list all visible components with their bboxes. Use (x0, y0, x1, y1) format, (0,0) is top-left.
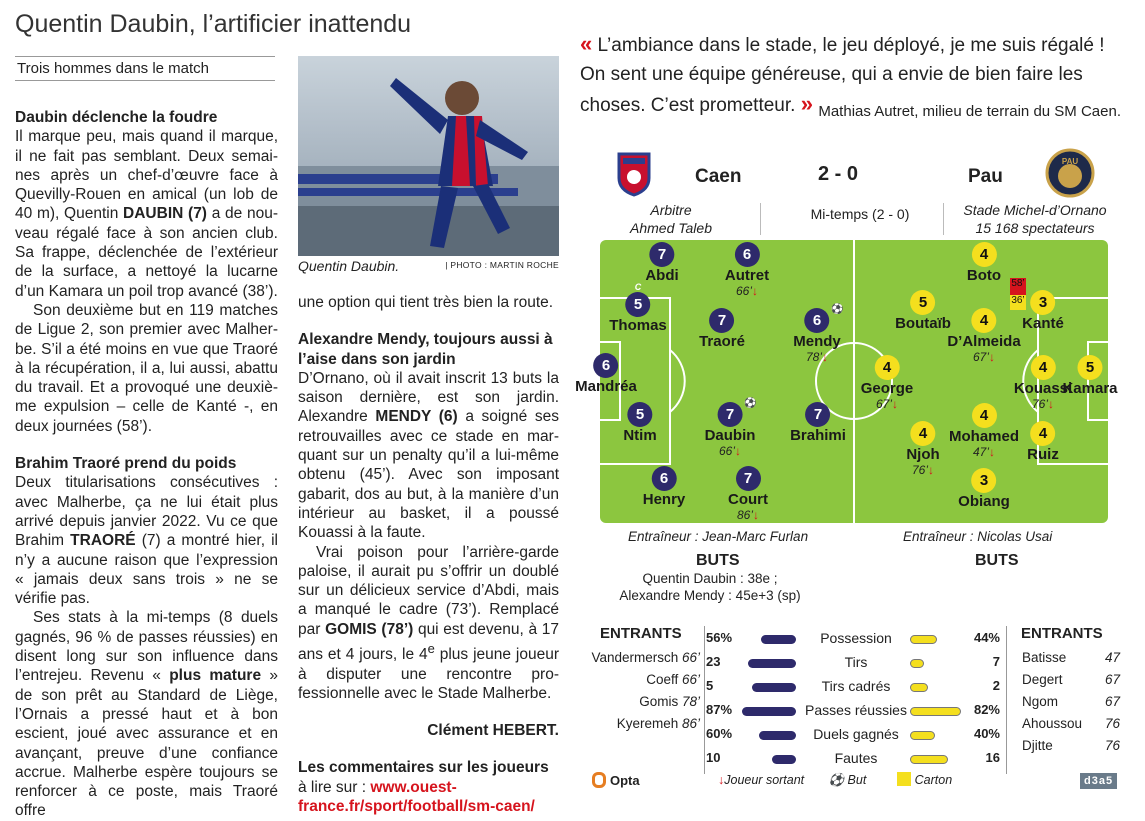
article-column-1 (15, 108, 278, 821)
stat-label: Tirs cadrés (821, 678, 891, 694)
arrow-down-icon: ↓ (718, 773, 725, 787)
player-name: D’Almeida (947, 333, 1021, 350)
player-name: Henry (642, 491, 686, 508)
player-name: Ruiz (1027, 446, 1059, 463)
home-stat-value: 56% (706, 630, 733, 645)
away-stat-value: 44% (973, 630, 1000, 645)
photo-credit: | PHOTO : MARTIN ROCHE (445, 260, 559, 270)
quote-author: Mathias Autret, milieu de terrain du SM Caen. (818, 103, 1121, 120)
stat-label: Possession (820, 630, 892, 646)
player-name: Obiang (958, 493, 1010, 510)
quote-text: L’ambiance dans le stade, le jeu déployé, je me suis régalé ! On sent une équipe généreuse, qui a envie de bien faire les choses. C’est prometteur. (580, 35, 1105, 116)
opta-icon (592, 772, 606, 788)
caen-player (643, 466, 686, 508)
away-sub: Batisse 47 (1022, 650, 1120, 665)
home-stat-value: 5 (706, 678, 714, 693)
player-name: Mendy (793, 333, 841, 350)
stadium-info: Stade Michel-d’Ornano 15 168 spectateurs (963, 202, 1107, 236)
paragraph: Ses stats à la mi-temps (8 duels gagnés, 96 % de passes réussies) en disent long sur son influence dans l’entrejeu. Revenu « plus mature » de son prêt au Standard de Liège, l’Ornais a pressé haut et à bon escient, joué avec assurance et en avançant, preuve d’une confiance accrue. Malherbe espère toujours se renforcer à ce poste, mais Traoré offre (15, 609, 279, 820)
player-name: Abdi (645, 267, 679, 284)
substitution-minute: 76’↓ (911, 463, 935, 477)
arrow-down-icon: ↓ (752, 284, 759, 298)
substitution-minute: 78’↓ (805, 350, 829, 364)
home-coach: Entraîneur : Jean-Marc Furlan (628, 529, 809, 544)
arrow-down-icon: ↓ (989, 350, 996, 364)
pau-player (967, 242, 1001, 284)
quote-close-mark: » (800, 91, 813, 116)
pau-player (861, 355, 914, 411)
caen-player (699, 308, 745, 350)
home-stat-value: 23 (706, 654, 721, 669)
home-sub: Kyeremeh 86’ (616, 716, 700, 731)
home-goals: Quentin Daubin : 38e ; Alexandre Mendy : 45e+3 (sp) (619, 571, 801, 603)
caen-player (575, 353, 637, 395)
paragraph: D’Ornano, où il avait inscrit 13 buts la saison dernière, est son jardin. Alexandre MENDY (6) a soigné ses retrouvailles avec ce stade en marquant sur un penalty qu’il a lui-même obtenu (45’). Avec son imposant gabarit, dos au but, à la manière d’un intérieur au basket, il a poussé Kouassi à la faute. (298, 369, 559, 542)
player-rating: 4 (972, 242, 997, 267)
player-rating: 7 (649, 242, 674, 267)
headline: Quentin Daubin, l’artificier inattendu (15, 10, 412, 38)
divider (760, 203, 761, 235)
home-sub: Coeff 66’ (646, 672, 700, 687)
divider (943, 203, 944, 235)
player-rating: 4 (874, 355, 899, 380)
player-rating: 3 (971, 468, 996, 493)
player-name: Boto (966, 267, 1002, 284)
ball-icon: ⚽ (828, 773, 845, 787)
player-rating: 4 (971, 308, 996, 333)
away-subs-title: ENTRANTS (1021, 625, 1103, 642)
away-stat-value: 7 (992, 654, 1000, 669)
substitution-minute: 66’↓ (718, 444, 741, 458)
player-rating: 5 (1077, 355, 1102, 380)
halftime-score: Mi-temps (2 - 0) (810, 206, 910, 222)
arrow-down-icon: ↓ (753, 508, 759, 522)
player-photo (298, 56, 559, 256)
home-stat-value: 60% (706, 726, 733, 741)
card-icon (897, 772, 911, 786)
player-name: Court (728, 491, 768, 508)
brand-logo: d3a5 (1080, 773, 1117, 789)
final-score: 2 - 0 (818, 163, 859, 185)
arrow-down-icon: ↓ (989, 445, 996, 459)
caen-player (793, 304, 844, 364)
player-name: Kanté (1022, 315, 1064, 332)
player-rating: 5 (910, 290, 935, 315)
arrow-down-icon: ↓ (1048, 397, 1055, 411)
substitution-minute: 67’↓ (875, 397, 899, 411)
stat-label: Fautes (834, 750, 878, 766)
arrow-down-icon: ↓ (735, 444, 741, 458)
player-rating: 4 (910, 421, 935, 446)
player-name: Boutaïb (895, 315, 951, 332)
stat-row (700, 630, 1010, 651)
captain-badge: C (634, 282, 642, 292)
substitution-minute: 86’↓ (736, 508, 759, 522)
ball-icon: ⚽ (831, 304, 844, 315)
pau-player (1062, 355, 1117, 397)
pau-player (895, 290, 951, 332)
photo-caption: Quentin Daubin. | PHOTO : MARTIN ROCHE (298, 258, 559, 274)
stat-label: Tirs (844, 654, 868, 670)
caen-player (609, 282, 667, 334)
arrow-down-icon: ↓ (892, 397, 899, 411)
arrow-down-icon: ↓ (928, 463, 935, 477)
away-stat-bar (910, 731, 935, 740)
home-stat-bar (772, 755, 796, 764)
caen-player (623, 402, 656, 444)
home-stat-bar (759, 731, 796, 740)
away-stat-value: 82% (973, 702, 1000, 717)
paragraph: une option qui tient très bien la route. (298, 294, 554, 311)
referee-info: Arbitre Ahmed Taleb (630, 202, 712, 236)
paragraph: Deux titularisations consécutives : avec Malherbe, ça ne lui était plus arrivé depuis janvier 2022. Vu ce que Brahim TRAORÉ (7) a montré hier, il n’y a aucune raison que l’expression « jamais deux sans trois » ne se vérifie pas. (15, 474, 278, 608)
home-stat-value: 10 (706, 750, 721, 765)
player-rating: 6 ⚽ (804, 308, 829, 333)
more-info: Les commentaires sur les joueurs à lire sur : www.ouest-france.fr/sport/football/sm-caen/ (298, 759, 549, 815)
substitution-minute: 76’↓ (1031, 397, 1055, 411)
home-stat-bar (761, 635, 796, 644)
home-goals-title: BUTS (696, 552, 740, 569)
pau-player (947, 308, 1020, 364)
home-subs-title: ENTRANTS (600, 625, 682, 642)
away-goals-title: BUTS (975, 552, 1019, 569)
player-name: Brahimi (790, 427, 846, 444)
player-rating: 3 (1031, 290, 1056, 315)
stat-row (700, 750, 1010, 771)
player-rating: 6 (594, 353, 619, 378)
legend: ↓Joueur sortant ⚽ But Carton (718, 773, 953, 787)
home-stat-bar (748, 659, 796, 668)
yellow-card: 36’ (1010, 295, 1026, 310)
caen-player (728, 466, 768, 522)
away-coach: Entraîneur : Nicolas Usai (903, 529, 1053, 544)
player-name: Kouassi (1013, 380, 1073, 397)
ball-icon: ⚽ (744, 398, 757, 409)
player-rating: 7 ⚽ (718, 402, 743, 427)
caen-player (725, 242, 769, 298)
paragraph: Son deuxième but en 119 matches de Ligue 2, son premier avec Malherbe. S’il a été moins en vue que Traoré à la récupération, il a, lui aussi, abattu du travail. Et a provoqué une deuxième expulsion – celle de Kanté -, en deux journées (58’). (15, 301, 278, 435)
substitution-minute: 67’↓ (972, 350, 996, 364)
stat-label: Duels gagnés (813, 726, 899, 742)
stat-label: Passes réussies (805, 702, 907, 718)
away-stat-value: 16 (985, 750, 1000, 765)
player-rating: 4 (1030, 421, 1055, 446)
away-sub: Djitte 76 (1022, 738, 1120, 753)
player-name: Traoré (699, 333, 745, 350)
red-card: 58’ (1010, 278, 1026, 295)
player-name: Daubin (704, 427, 756, 444)
pitch (575, 240, 1118, 523)
section-bar: Trois hommes dans le match (15, 56, 275, 81)
caen-player (704, 398, 757, 458)
player-rating: 7 (709, 308, 734, 333)
home-sub: Vandermersch 66’ (591, 650, 700, 665)
pau-player (949, 403, 1019, 459)
player-name: Thomas (609, 317, 667, 334)
away-sub: Ngom 67 (1022, 694, 1120, 709)
article-link[interactable]: www.ouest-france.fr/sport/football/sm-caen/ (298, 778, 535, 815)
caen-player (790, 402, 846, 444)
article-column-2 (298, 293, 559, 816)
section-title-daubin: Daubin déclenche la foudre (15, 109, 218, 126)
home-sub: Gomis 78’ (639, 694, 700, 709)
player-rating: 4 (1030, 355, 1055, 380)
home-team-name: Caen (695, 166, 742, 187)
home-stat-bar (752, 683, 796, 692)
away-stat-bar (910, 635, 937, 644)
player-name: George (860, 380, 914, 397)
paragraph: Vrai poison pour l’arrière-garde paloise, il aurait pu s’offrir un doublé sur un délicieux service d’Abdi, mais a manqué le cadre (73’). Remplacé par GOMIS (78’) qui est devenu, à 17 ans et 4 jours, le 4e plus jeune joueur à disputer une rencontre professionnelle avec le Stade Malherbe. (298, 543, 559, 702)
player-name: Njoh (906, 446, 940, 463)
away-sub: Degert 67 (1022, 672, 1120, 687)
quote-open-mark: « (580, 31, 593, 56)
player-name: Mandréa (575, 378, 637, 395)
article-author: Clément HEBERT. (427, 722, 559, 740)
home-stat-bar (742, 707, 796, 716)
svg-text:PAU: PAU (1061, 157, 1079, 166)
player-name: Mohamed (948, 428, 1020, 445)
pau-crest-icon (1045, 148, 1095, 203)
away-team-name: Pau (968, 166, 1003, 187)
away-stat-bar (910, 707, 961, 716)
pau-player (906, 421, 939, 477)
player-rating: 7 (736, 466, 761, 491)
player-rating: 6 (734, 242, 759, 267)
away-stat-value: 40% (973, 726, 1000, 741)
player-rating: 6 (652, 466, 677, 491)
section-title-traore: Brahim Traoré prend du poids (15, 455, 237, 473)
paragraph: Il marque peu, mais quand il marque, il ne fait pas semblant. Deux semaines après un chef-d’œuvre face à Quevilly-Rouen en amical (un lob de 40 m), Quentin DAUBIN (7) a de nouveau régalé face à son ancien club. Sa frappe, déclenchée de l’extérieur de la surface, a nettoyé la lucarne d’un Kamara un poil trop avancé (38’). (15, 128, 279, 300)
player-rating: 5 (628, 402, 653, 427)
substitution-minute: 66’↓ (735, 284, 759, 298)
away-sub: Ahoussou 76 (1022, 716, 1120, 731)
away-stat-bar (910, 659, 924, 668)
substitution-minute: 47’↓ (972, 445, 996, 459)
section-title-mendy: Alexandre Mendy, toujours aussi à l’aise dans son jardin (298, 331, 553, 368)
home-stat-value: 87% (706, 702, 733, 717)
player-name: Ntim (623, 427, 657, 444)
player-rating: 7 (805, 402, 830, 427)
arrow-down-icon: ↓ (822, 350, 829, 364)
away-stat-value: 2 (992, 678, 1000, 693)
stat-row (700, 726, 1010, 747)
pau-player (1022, 290, 1064, 332)
opta-logo: Opta (592, 772, 640, 788)
caen-player (645, 242, 678, 284)
away-stat-bar (910, 755, 948, 764)
player-rating: 4 (971, 403, 996, 428)
stat-row (700, 654, 1010, 675)
player-rating: 5 C (625, 292, 650, 317)
caen-crest-icon (617, 150, 651, 201)
pau-player (958, 468, 1010, 510)
stat-row (700, 702, 1010, 723)
player-name: Autret (724, 267, 770, 284)
away-stat-bar (910, 683, 928, 692)
player-name: Kamara (1062, 380, 1118, 397)
stat-row (700, 678, 1010, 699)
pau-player (1027, 421, 1059, 463)
